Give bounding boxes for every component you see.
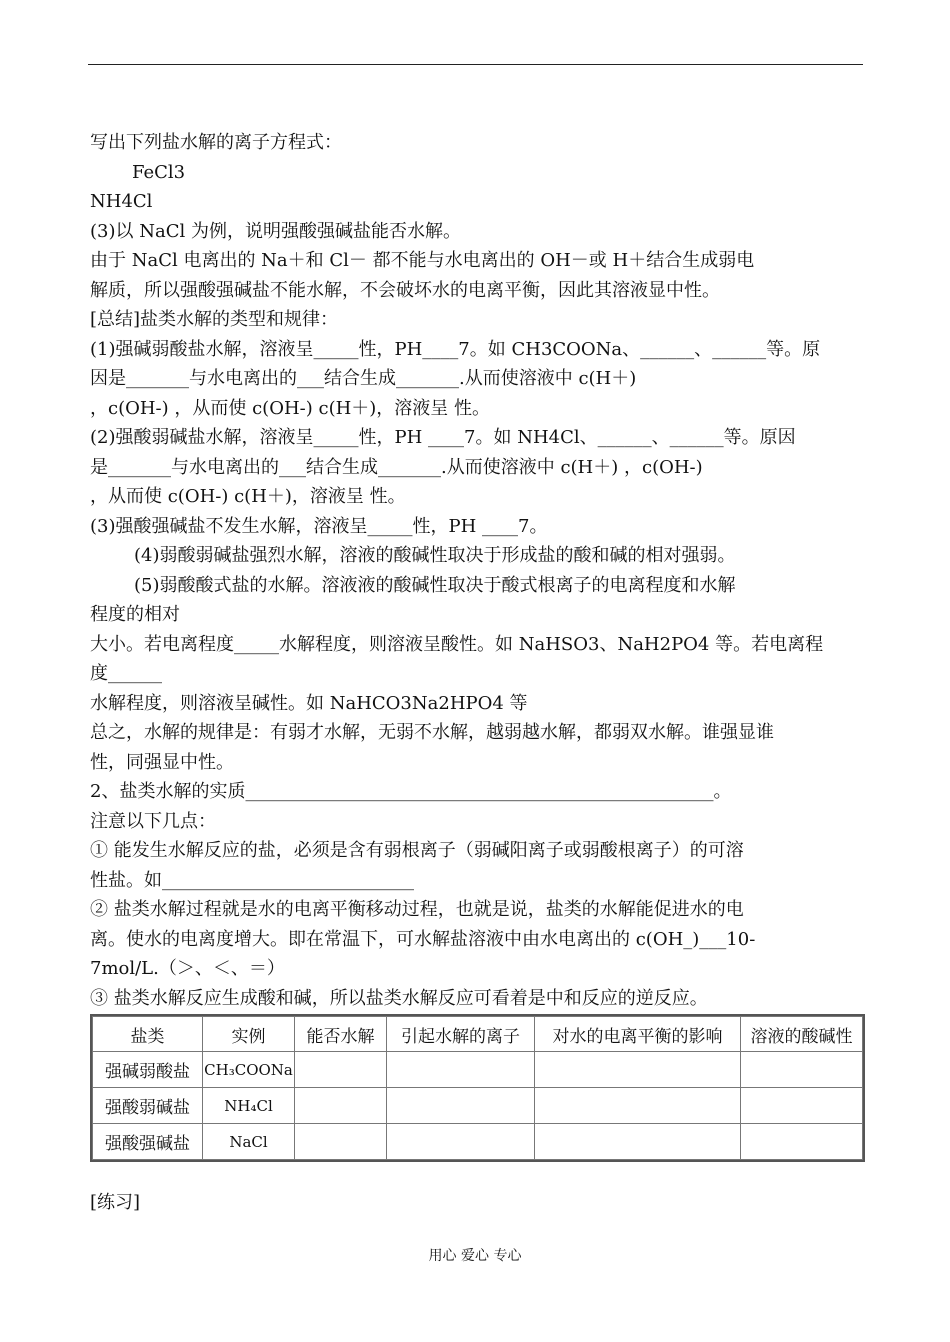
table-cell-blank (387, 1088, 535, 1124)
table-cell-example: NH₄Cl (203, 1088, 295, 1124)
table-cell-blank (535, 1052, 741, 1088)
table-cell-blank (535, 1124, 741, 1160)
paragraph-line: (3)以 NaCl 为例，说明强酸强碱盐能否水解。 (90, 220, 461, 242)
document-body (90, 128, 865, 1013)
table-cell-salt-type: 强酸强碱盐 (93, 1124, 203, 1160)
paragraph-line: 水解程度，则溶液呈碱性。如 NaHCO3Na2HPO4 等 (90, 692, 528, 714)
paragraph-line: 是_______与水电离出的___结合生成_______.从而使溶液中 c(H＋) ，c(OH-) (90, 456, 703, 478)
table-cell-salt-type: 强碱弱酸盐 (93, 1052, 203, 1088)
paragraph-line: (3)强酸强碱盐不发生水解，溶液呈_____性，PH ____7。 (90, 515, 548, 537)
paragraph-line: 因是_______与水电离出的___结合生成_______.从而使溶液中 c(H＋) (90, 368, 637, 389)
paragraph-line: 2、盐类水解的实质____________________________________________________。 (90, 781, 732, 802)
paragraph-line: (2)强酸弱碱盐水解，溶液呈_____性，PH ____7。如 NH4Cl、______、______等。原因 (90, 427, 796, 448)
paragraph-line: 大小。若电离程度_____水解程度，则溶液呈酸性。如 NaHSO3、NaH2PO4 等。若电离程 (90, 633, 824, 655)
table-row (93, 1088, 863, 1124)
note-item: ② 盐类水解过程就是水的电离平衡移动过程，也就是说，盐类的水解能促进水的电 (90, 899, 744, 920)
paragraph-line: 总之，水解的规律是：有弱才水解，无弱不水解，越弱越水解，都弱双水解。谁强显谁 (90, 722, 774, 743)
table-row (93, 1052, 863, 1088)
paragraph-line: 由于 NaCl 电离出的 Na＋和 Cl－ 都不能与水电离出的 OH－或 H＋结合生成弱电 (90, 250, 755, 271)
table-cell-blank (387, 1124, 535, 1160)
note-item: ③ 盐类水解反应生成酸和碱，所以盐类水解反应可看着是中和反应的逆反应。 (90, 987, 708, 1009)
note-item: 性盐。如____________________________ (90, 869, 414, 891)
paragraph-line: 程度的相对 (90, 604, 180, 625)
table-cell-blank (387, 1052, 535, 1088)
table-header-cell: 能否水解 (295, 1017, 387, 1052)
table-cell-salt-type: 强酸弱碱盐 (93, 1088, 203, 1124)
table-cell-blank (295, 1052, 387, 1088)
paragraph-line: 度______ (90, 663, 162, 684)
header-rule (88, 64, 863, 65)
page-footer: 用心 爱心 专心 (428, 1248, 522, 1264)
table-header-row (93, 1017, 863, 1052)
paragraph-line: ，从而使 c(OH-) c(H＋)，溶液呈 性。 (90, 486, 406, 507)
salt-hydrolysis-table (90, 1014, 865, 1162)
table-cell-blank (295, 1088, 387, 1124)
note-item: ① 能发生水解反应的盐，必须是含有弱根离子（弱碱阳离子或弱酸根离子）的可溶 (90, 840, 744, 861)
notes-heading: 注意以下几点： (90, 810, 216, 832)
table-header-cell: 盐类 (93, 1017, 203, 1052)
table-header-cell: 实例 (203, 1017, 295, 1052)
paragraph-line: ，c(OH-) ，从而使 c(OH-) c(H＋)，溶液呈 性。 (90, 397, 491, 419)
table-header-cell: 溶液的酸碱性 (741, 1017, 863, 1052)
equation-nh4cl: NH4Cl (90, 191, 153, 212)
table-header-cell: 引起水解的离子 (387, 1017, 535, 1052)
equation-fecl3: FeCl3 (132, 161, 186, 183)
table-row (93, 1124, 863, 1160)
paragraph-line: (4)弱酸弱碱盐强烈水解，溶液的酸碱性取决于形成盐的酸和碱的相对强弱。 (134, 545, 736, 566)
table-cell-blank (741, 1124, 863, 1160)
note-item: 离。使水的电离度增大。即在常温下，可水解盐溶液中由水电离出的 c(OH_)___10- (90, 928, 756, 950)
table-header-cell: 对水的电离平衡的影响 (535, 1017, 741, 1052)
intro-heading: 写出下列盐水解的离子方程式： (90, 132, 342, 153)
paragraph-line: 性，同强显中性。 (90, 751, 234, 773)
summary-heading: [总结]盐类水解的类型和规律： (90, 309, 339, 330)
note-item: 7mol/L.（＞、＜、＝） (90, 958, 285, 979)
table-cell-example: CH₃COONa (203, 1052, 295, 1088)
paragraph-line: (5)弱酸酸式盐的水解。溶液液的酸碱性取决于酸式根离子的电离程度和水解 (134, 574, 736, 596)
table-cell-example: NaCl (203, 1124, 295, 1160)
practice-heading: [练习] (90, 1192, 141, 1213)
paragraph-line: (1)强碱弱酸盐水解，溶液呈_____性，PH____7。如 CH3COONa、______、______等。原 (90, 338, 821, 360)
table-cell-blank (535, 1088, 741, 1124)
table-cell-blank (741, 1088, 863, 1124)
table-cell-blank (741, 1052, 863, 1088)
paragraph-line: 解质，所以强酸强碱盐不能水解，不会破坏水的电离平衡，因此其溶液显中性。 (90, 279, 720, 301)
table-cell-blank (295, 1124, 387, 1160)
